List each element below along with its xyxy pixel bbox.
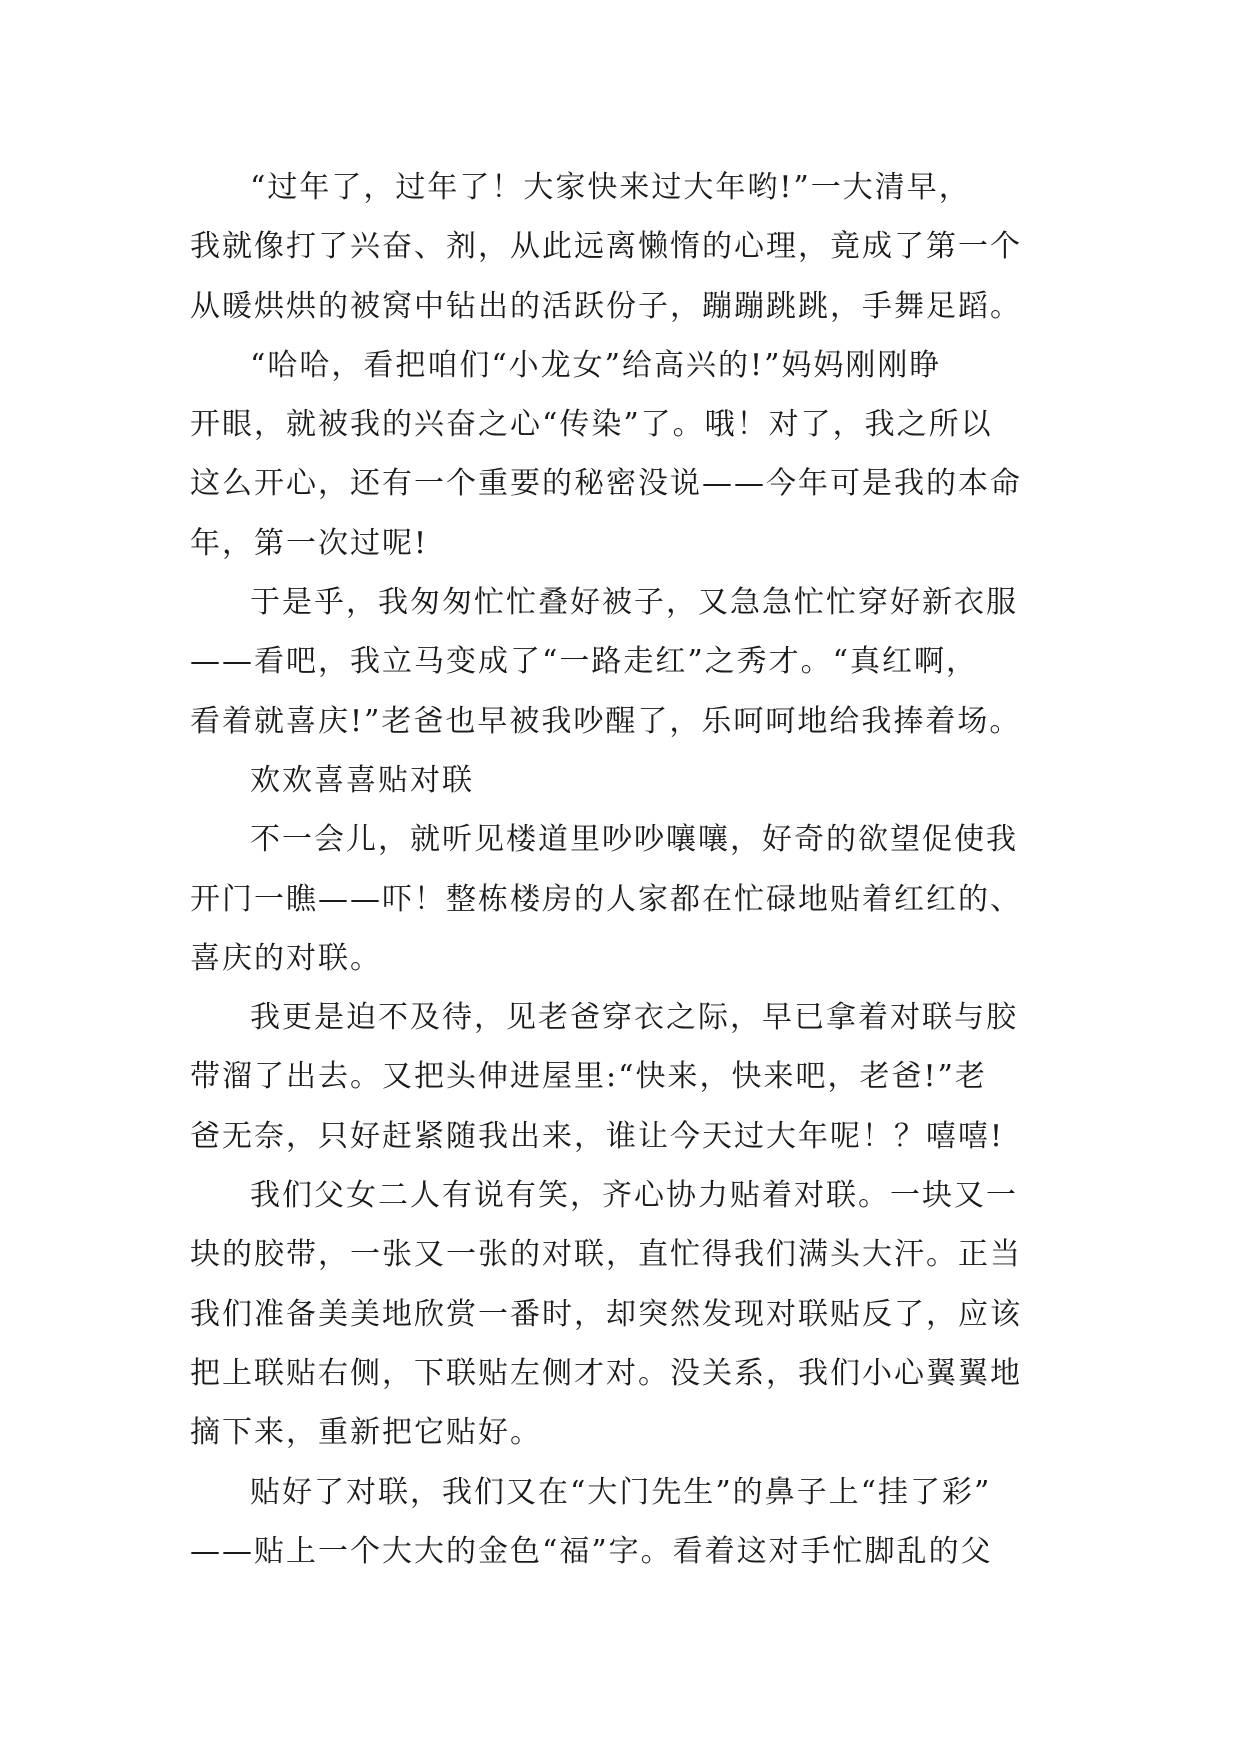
text-line: 贴好了对联，我们又在“大门先生”的鼻子上“挂了彩” xyxy=(250,1474,992,1510)
text-line: 我更是迫不及待，见老爸穿衣之际，早已拿着对联与胶 xyxy=(250,1000,1018,1036)
text-line: ——贴上一个大大的金色“福”字。看着这对手忙脚乱的父 xyxy=(190,1533,993,1569)
article-body xyxy=(190,158,1070,1581)
paragraph-3 xyxy=(190,573,1070,751)
text-line: 喜庆的对联。 xyxy=(190,940,382,976)
text-line: 开门一瞧——吓！整栋楼房的人家都在忙碌地贴着红红的、 xyxy=(190,881,1022,917)
text-line: 我们父女二人有说有笑，齐心协力贴着对联。一块又一 xyxy=(250,1178,1018,1214)
text-line: 欢欢喜喜贴对联 xyxy=(250,762,474,798)
text-line: 这么开心，还有一个重要的秘密没说——今年可是我的本命 xyxy=(190,466,1022,502)
text-line: 块的胶带，一张又一张的对联，直忙得我们满头大汗。正当 xyxy=(190,1237,1022,1273)
paragraph-7 xyxy=(190,1463,1070,1582)
text-line: 看着就喜庆!”老爸也早被我吵醒了，乐呵呵地给我捧着场。 xyxy=(190,703,1022,739)
text-line: 摘下来，重新把它贴好。 xyxy=(190,1415,542,1451)
text-line: 把上联贴右侧，下联贴左侧才对。没关系，我们小心翼翼地 xyxy=(190,1355,1022,1391)
section-heading xyxy=(190,751,1070,810)
text-line: 爸无奈，只好赶紧随我出来，谁让今天过大年呢！？嘻嘻! xyxy=(190,1118,1005,1154)
text-line: 于是乎，我匆匆忙忙叠好被子，又急急忙忙穿好新衣服 xyxy=(250,585,1018,621)
paragraph-2 xyxy=(190,336,1070,573)
paragraph-5 xyxy=(190,988,1070,1166)
text-line: 我就像打了兴奋、剂，从此远离懒惰的心理，竟成了第一个 xyxy=(190,229,1022,265)
text-line: “哈哈，看把咱们“小龙女”给高兴的!”妈妈刚刚睁 xyxy=(250,347,942,383)
paragraph-6 xyxy=(190,1166,1070,1462)
text-line: 我们准备美美地欣赏一番时，却突然发现对联贴反了，应该 xyxy=(190,1296,1022,1332)
paragraph-1 xyxy=(190,158,1070,336)
text-line: 从暖烘烘的被窝中钻出的活跃份子，蹦蹦跳跳，手舞足蹈。 xyxy=(190,288,1022,324)
text-line: 年，第一次过呢! xyxy=(190,525,429,561)
text-line: “过年了，过年了！大家快来过大年哟!”一大清早， xyxy=(250,170,971,205)
paragraph-4 xyxy=(190,810,1070,988)
text-line: 带溜了出去。又把头伸进屋里:“快来，快来吧，老爸!”老 xyxy=(190,1059,987,1095)
text-line: 不一会儿，就听见楼道里吵吵嚷嚷，好奇的欲望促使我 xyxy=(250,822,1018,858)
text-line: 开眼，就被我的兴奋之心“传染”了。哦！对了，我之所以 xyxy=(190,407,993,443)
text-line: ——看吧，我立马变成了“一路走红”之秀才。“真红啊， xyxy=(190,644,979,680)
